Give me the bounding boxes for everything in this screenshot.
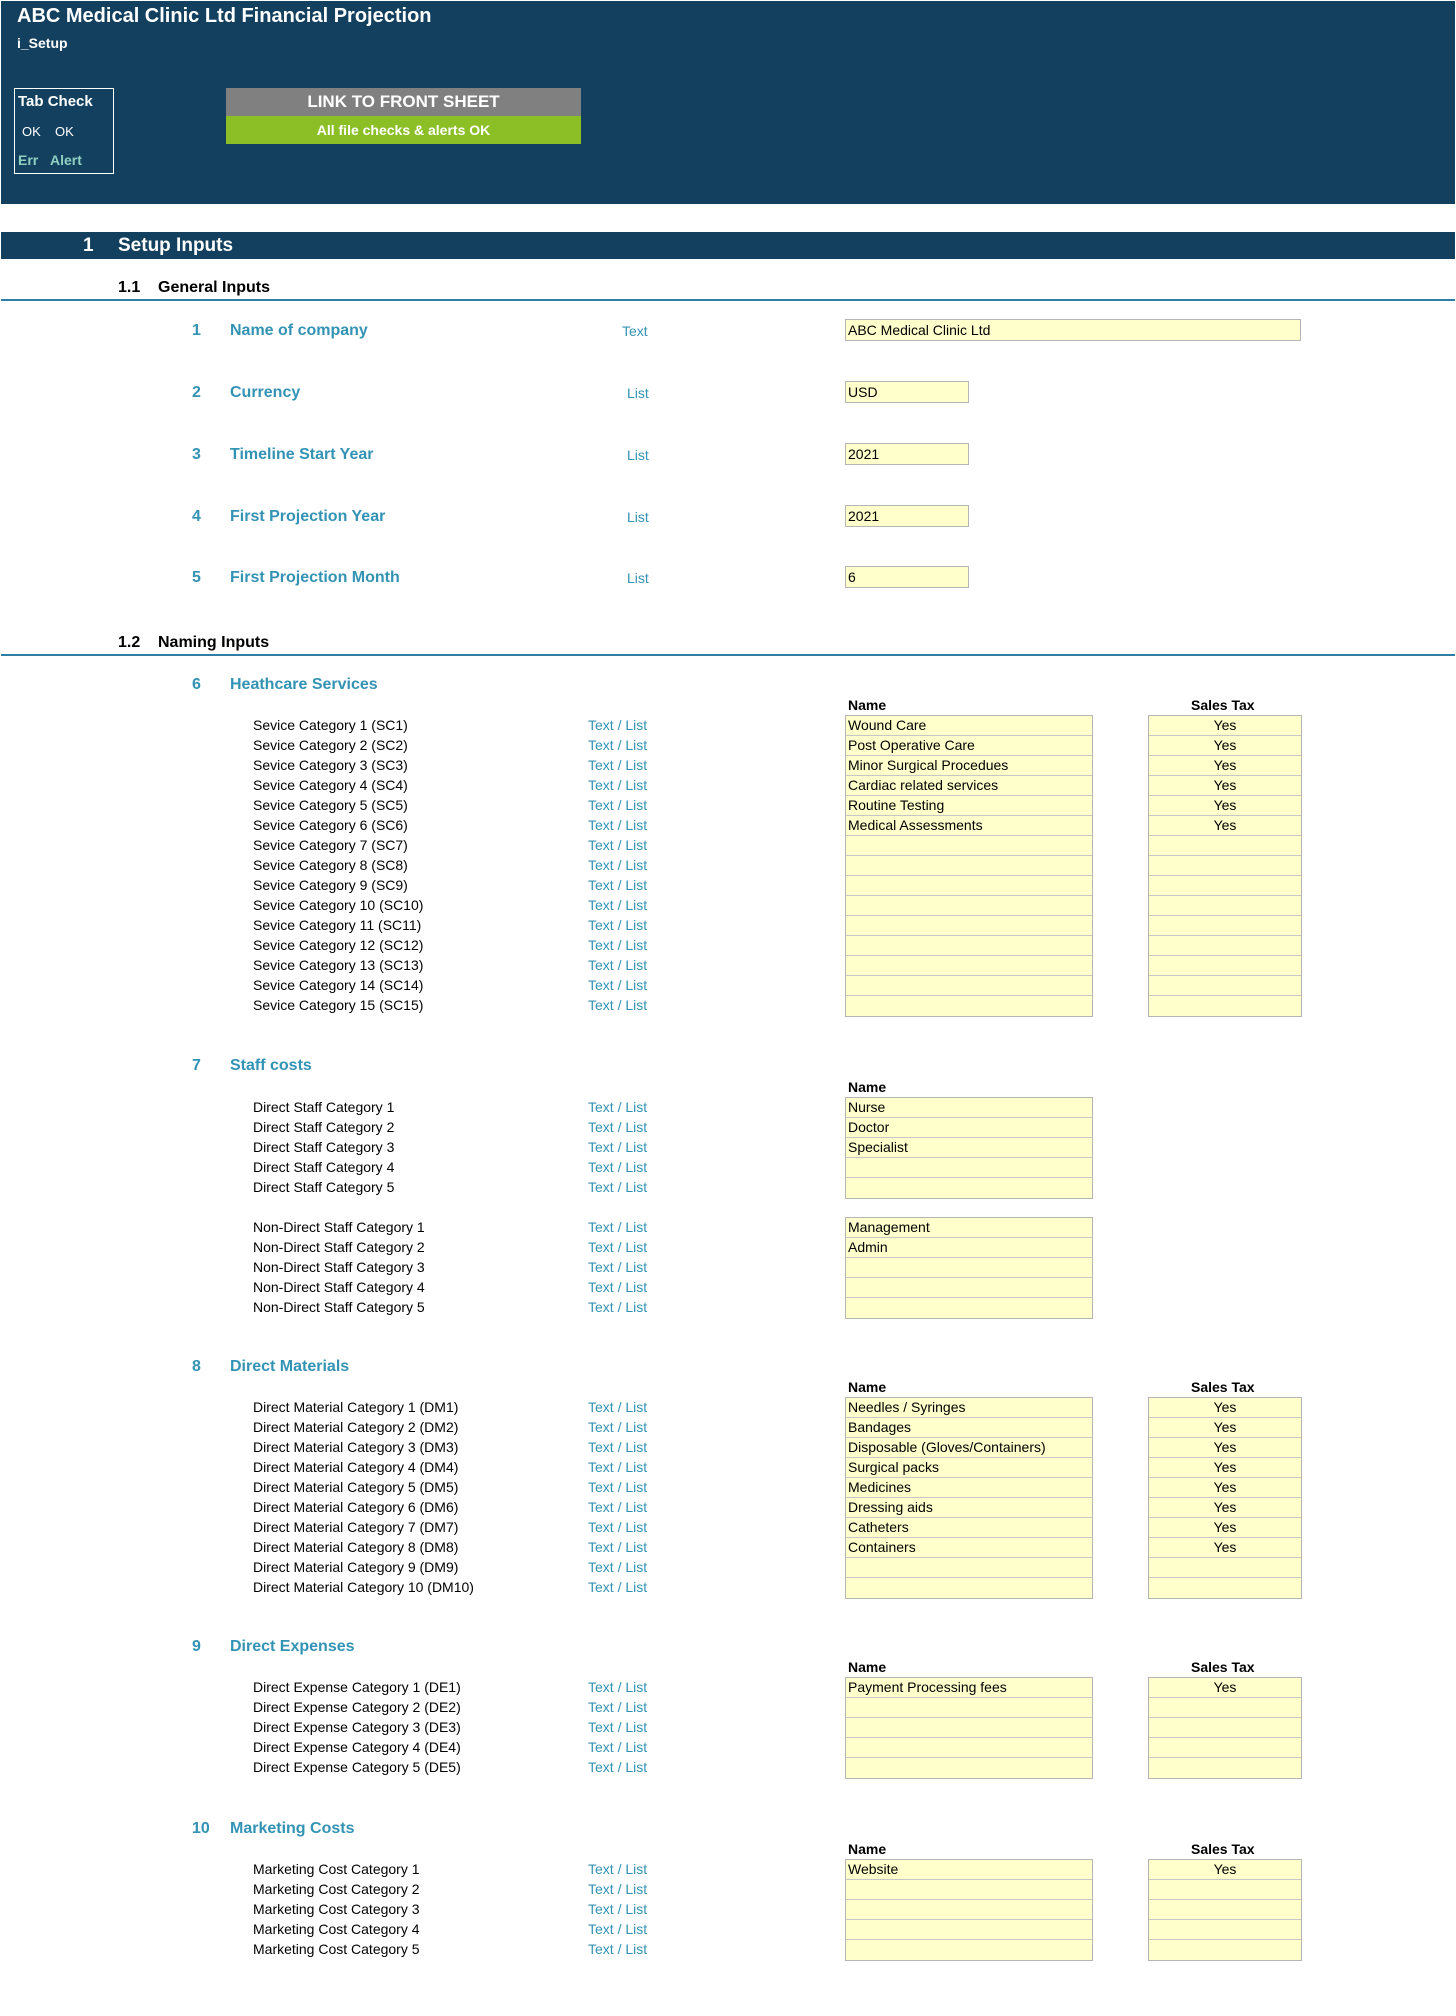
link-to-front-sheet-button[interactable]: LINK TO FRONT SHEET — [226, 88, 581, 116]
direct-material-row-label: Direct Material Category 2 (DM2) — [253, 1419, 459, 1435]
first-projection-month-field[interactable]: 6 — [845, 566, 969, 588]
non-direct-staff-name-cell[interactable] — [846, 1278, 1092, 1298]
input-type: Text / List — [588, 1399, 648, 1415]
direct-expense-sales-tax-cell[interactable] — [1149, 1698, 1301, 1718]
marketing-cost-row-label: Marketing Cost Category 4 — [253, 1921, 420, 1937]
col-head-sales-tax: Sales Tax — [1191, 697, 1255, 713]
divider — [1, 654, 1455, 656]
item-label: Marketing Costs — [230, 1820, 355, 1837]
direct-material-row-label: Direct Material Category 7 (DM7) — [253, 1519, 459, 1535]
service-sales-tax-cell[interactable] — [1149, 916, 1301, 936]
marketing-cost-name-column — [845, 1859, 1093, 1961]
marketing-cost-name-cell[interactable] — [846, 1900, 1092, 1920]
direct-material-row-label: Direct Material Category 3 (DM3) — [253, 1439, 459, 1455]
item-number: 1 — [192, 322, 201, 339]
direct-staff-name-cell[interactable]: Nurse — [846, 1098, 1092, 1118]
input-type: Text / List — [588, 1239, 648, 1255]
service-sales-tax-cell[interactable]: Yes — [1149, 776, 1301, 796]
service-row-label: Sevice Category 6 (SC6) — [253, 817, 408, 833]
input-type: Text / List — [588, 1579, 648, 1595]
input-type: Text / List — [588, 737, 648, 753]
service-sales-tax-cell[interactable] — [1149, 956, 1301, 976]
input-type: Text / List — [588, 1419, 648, 1435]
input-type: Text / List — [588, 797, 648, 813]
service-sales-tax-cell[interactable]: Yes — [1149, 796, 1301, 816]
non-direct-staff-row-label: Non-Direct Staff Category 5 — [253, 1299, 425, 1315]
input-type: Text / List — [588, 1139, 648, 1155]
input-type: Text / List — [588, 1299, 648, 1315]
input-type: Text / List — [588, 1901, 648, 1917]
section-title: Setup Inputs — [118, 235, 234, 256]
col-head-sales-tax: Sales Tax — [1191, 1659, 1255, 1675]
marketing-cost-row-label: Marketing Cost Category 5 — [253, 1941, 420, 1957]
col-head-sales-tax: Sales Tax — [1191, 1841, 1255, 1857]
non-direct-staff-name-column — [845, 1217, 1093, 1319]
direct-material-row-label: Direct Material Category 10 (DM10) — [253, 1579, 474, 1595]
direct-material-name-cell[interactable]: Needles / Syringes — [846, 1398, 1092, 1418]
marketing-cost-sales-tax-cell[interactable] — [1149, 1920, 1301, 1940]
section-header — [1, 232, 1455, 259]
direct-expense-sales-tax-cell[interactable]: Yes — [1149, 1678, 1301, 1698]
direct-staff-name-cell[interactable]: Doctor — [846, 1118, 1092, 1138]
input-type: Text / List — [588, 1179, 648, 1195]
input-type: Text / List — [588, 977, 648, 993]
direct-staff-name-cell[interactable] — [846, 1158, 1092, 1178]
tab-check-title: Tab Check — [18, 93, 93, 110]
input-type: Text / List — [588, 1219, 648, 1235]
service-row-label: Sevice Category 11 (SC11) — [253, 917, 422, 933]
direct-expense-name-column — [845, 1677, 1093, 1779]
input-type: Text / List — [588, 1539, 648, 1555]
input-type: Text / List — [588, 1881, 648, 1897]
service-name-cell[interactable] — [846, 956, 1092, 976]
sheet-name: i_Setup — [17, 35, 68, 51]
item-number: 4 — [192, 508, 201, 525]
input-type: List — [627, 385, 649, 401]
input-type: Text / List — [588, 1861, 648, 1877]
service-sales-tax-column — [1148, 715, 1302, 1017]
input-type: Text / List — [588, 857, 648, 873]
service-sales-tax-cell[interactable] — [1149, 856, 1301, 876]
direct-expense-row-label: Direct Expense Category 1 (DE1) — [253, 1679, 461, 1695]
direct-material-name-cell[interactable]: Dressing aids — [846, 1498, 1092, 1518]
service-row-label: Sevice Category 7 (SC7) — [253, 837, 408, 853]
item-number: 7 — [192, 1057, 201, 1074]
subsection-naming-inputs — [118, 634, 270, 652]
service-name-cell[interactable]: Post Operative Care — [846, 736, 1092, 756]
direct-staff-name-cell[interactable] — [846, 1178, 1092, 1198]
service-sales-tax-cell[interactable] — [1149, 996, 1301, 1016]
direct-material-name-cell[interactable] — [846, 1558, 1092, 1578]
non-direct-staff-row-label: Non-Direct Staff Category 4 — [253, 1279, 425, 1295]
direct-material-sales-tax-cell[interactable]: Yes — [1149, 1518, 1301, 1538]
item-number: 2 — [192, 384, 201, 401]
input-type: List — [627, 570, 649, 586]
service-name-cell[interactable]: Wound Care — [846, 716, 1092, 736]
direct-material-sales-tax-cell[interactable]: Yes — [1149, 1538, 1301, 1558]
item-number: 3 — [192, 446, 201, 463]
direct-expense-row-label: Direct Expense Category 4 (DE4) — [253, 1739, 461, 1755]
workbook-title: ABC Medical Clinic Ltd Financial Projection — [17, 5, 432, 27]
direct-material-name-cell[interactable]: Bandages — [846, 1418, 1092, 1438]
col-head-name: Name — [848, 1379, 887, 1395]
col-head-name: Name — [848, 1079, 887, 1095]
input-type: Text / List — [588, 1499, 648, 1515]
direct-material-name-cell[interactable]: Medicines — [846, 1478, 1092, 1498]
direct-material-sales-tax-cell[interactable]: Yes — [1149, 1478, 1301, 1498]
direct-staff-row-label: Direct Staff Category 4 — [253, 1159, 395, 1175]
item-number: 5 — [192, 569, 201, 586]
marketing-cost-name-cell[interactable]: Website — [846, 1860, 1092, 1880]
input-type: Text / List — [588, 837, 648, 853]
service-name-cell[interactable]: Medical Assessments — [846, 816, 1092, 836]
non-direct-staff-row-label: Non-Direct Staff Category 2 — [253, 1239, 425, 1255]
marketing-cost-name-cell[interactable] — [846, 1920, 1092, 1940]
non-direct-staff-name-cell[interactable] — [846, 1258, 1092, 1278]
marketing-cost-sales-tax-column — [1148, 1859, 1302, 1961]
item-label: Heathcare Services — [230, 676, 378, 693]
input-type: Text / List — [588, 1739, 648, 1755]
non-direct-staff-row-label: Non-Direct Staff Category 1 — [253, 1219, 425, 1235]
non-direct-staff-name-cell[interactable]: Admin — [846, 1238, 1092, 1258]
currency-field[interactable]: USD — [845, 381, 969, 403]
service-row-label: Sevice Category 13 (SC13) — [253, 957, 424, 973]
item-label: First Projection Year — [230, 508, 386, 525]
service-sales-tax-cell[interactable]: Yes — [1149, 736, 1301, 756]
marketing-cost-row-label: Marketing Cost Category 2 — [253, 1881, 420, 1897]
direct-material-sales-tax-cell[interactable] — [1149, 1578, 1301, 1598]
service-row-label: Sevice Category 15 (SC15) — [253, 997, 424, 1013]
input-type: Text / List — [588, 1459, 648, 1475]
direct-expense-sales-tax-cell[interactable] — [1149, 1718, 1301, 1738]
direct-material-name-cell[interactable]: Disposable (Gloves/Containers) — [846, 1438, 1092, 1458]
direct-expense-row-label: Direct Expense Category 3 (DE3) — [253, 1719, 461, 1735]
item-label: Direct Expenses — [230, 1638, 355, 1655]
input-type: Text / List — [588, 1679, 648, 1695]
subsection-title: Naming Inputs — [158, 634, 270, 651]
direct-material-name-column — [845, 1397, 1093, 1599]
input-type: Text / List — [588, 917, 648, 933]
input-type: Text / List — [588, 1119, 648, 1135]
marketing-cost-row-label: Marketing Cost Category 3 — [253, 1901, 420, 1917]
tab-check-panel — [14, 88, 114, 174]
divider — [1, 299, 1455, 301]
input-type: Text / List — [588, 757, 648, 773]
item-label: First Projection Month — [230, 569, 400, 586]
item-number: 6 — [192, 676, 201, 693]
marketing-cost-name-cell[interactable] — [846, 1940, 1092, 1960]
direct-material-name-cell[interactable]: Surgical packs — [846, 1458, 1092, 1478]
direct-material-row-label: Direct Material Category 5 (DM5) — [253, 1479, 459, 1495]
timeline-start-year-field[interactable]: 2021 — [845, 443, 969, 465]
service-sales-tax-cell[interactable]: Yes — [1149, 816, 1301, 836]
non-direct-staff-name-cell[interactable] — [846, 1298, 1092, 1318]
subsection-number: 1.2 — [118, 634, 141, 651]
service-sales-tax-cell[interactable] — [1149, 936, 1301, 956]
marketing-cost-sales-tax-cell[interactable]: Yes — [1149, 1860, 1301, 1880]
direct-material-name-cell[interactable] — [846, 1578, 1092, 1598]
direct-expense-name-cell[interactable]: Payment Processing fees — [846, 1678, 1092, 1698]
item-label: Direct Materials — [230, 1358, 350, 1375]
col-head-name: Name — [848, 1841, 887, 1857]
service-row-label: Sevice Category 1 (SC1) — [253, 717, 408, 733]
direct-material-row-label: Direct Material Category 6 (DM6) — [253, 1499, 459, 1515]
direct-material-row-label: Direct Material Category 4 (DM4) — [253, 1459, 459, 1475]
subsection-general-inputs — [118, 279, 271, 297]
direct-expense-sales-tax-cell[interactable] — [1149, 1758, 1301, 1778]
input-type: Text — [622, 323, 648, 339]
direct-material-sales-tax-column — [1148, 1397, 1302, 1599]
company-name-field[interactable]: ABC Medical Clinic Ltd — [845, 319, 1301, 341]
service-name-cell[interactable] — [846, 976, 1092, 996]
direct-material-name-cell[interactable]: Containers — [846, 1538, 1092, 1558]
input-type: Text / List — [588, 777, 648, 793]
direct-material-sales-tax-cell[interactable]: Yes — [1149, 1398, 1301, 1418]
direct-staff-row-label: Direct Staff Category 2 — [253, 1119, 395, 1135]
direct-staff-row-label: Direct Staff Category 5 — [253, 1179, 395, 1195]
item-number: 10 — [192, 1820, 210, 1837]
direct-expense-sales-tax-column — [1148, 1677, 1302, 1779]
direct-material-name-cell[interactable]: Catheters — [846, 1518, 1092, 1538]
item-label: Name of company — [230, 322, 368, 339]
service-name-cell[interactable] — [846, 916, 1092, 936]
input-type: List — [627, 447, 649, 463]
service-row-label: Sevice Category 14 (SC14) — [253, 977, 424, 993]
item-label: Currency — [230, 384, 301, 401]
input-type: Text / List — [588, 1941, 648, 1957]
non-direct-staff-name-cell[interactable]: Management — [846, 1218, 1092, 1238]
col-head-sales-tax: Sales Tax — [1191, 1379, 1255, 1395]
service-sales-tax-cell[interactable]: Yes — [1149, 756, 1301, 776]
service-name-cell[interactable]: Minor Surgical Procedues — [846, 756, 1092, 776]
subsection-number: 1.1 — [118, 279, 141, 296]
service-name-column — [845, 715, 1093, 1017]
section-number: 1 — [83, 235, 94, 256]
direct-material-sales-tax-cell[interactable]: Yes — [1149, 1418, 1301, 1438]
service-name-cell[interactable] — [846, 896, 1092, 916]
input-type: Text / List — [588, 897, 648, 913]
input-type: Text / List — [588, 1159, 648, 1175]
service-sales-tax-cell[interactable]: Yes — [1149, 716, 1301, 736]
input-type: Text / List — [588, 957, 648, 973]
tab-check-err: Err — [18, 152, 39, 168]
direct-material-row-label: Direct Material Category 1 (DM1) — [253, 1399, 459, 1415]
service-sales-tax-cell[interactable] — [1149, 876, 1301, 896]
service-name-cell[interactable]: Routine Testing — [846, 796, 1092, 816]
input-type: Text / List — [588, 717, 648, 733]
marketing-cost-name-cell[interactable] — [846, 1880, 1092, 1900]
service-row-label: Sevice Category 8 (SC8) — [253, 857, 408, 873]
input-type: Text / List — [588, 997, 648, 1013]
item-label: Staff costs — [230, 1057, 312, 1074]
service-row-label: Sevice Category 3 (SC3) — [253, 757, 408, 773]
direct-expense-name-cell[interactable] — [846, 1758, 1092, 1778]
header-banner — [1, 1, 1455, 204]
direct-staff-name-column — [845, 1097, 1093, 1199]
tab-check-alert: Alert — [50, 152, 82, 168]
input-type: Text / List — [588, 1259, 648, 1275]
service-row-label: Sevice Category 12 (SC12) — [253, 937, 424, 953]
service-row-label: Sevice Category 9 (SC9) — [253, 877, 408, 893]
service-row-label: Sevice Category 10 (SC10) — [253, 897, 424, 913]
input-type: Text / List — [588, 817, 648, 833]
marketing-cost-sales-tax-cell[interactable] — [1149, 1900, 1301, 1920]
tab-check-ok-1: OK — [22, 124, 41, 139]
col-head-name: Name — [848, 1659, 887, 1675]
service-name-cell[interactable] — [846, 936, 1092, 956]
direct-staff-row-label: Direct Staff Category 1 — [253, 1099, 395, 1115]
direct-staff-name-cell[interactable]: Specialist — [846, 1138, 1092, 1158]
service-row-label: Sevice Category 4 (SC4) — [253, 777, 408, 793]
file-check-status: All file checks & alerts OK — [226, 116, 581, 144]
input-type: Text / List — [588, 1699, 648, 1715]
direct-staff-row-label: Direct Staff Category 3 — [253, 1139, 395, 1155]
subsection-title: General Inputs — [158, 279, 271, 296]
service-sales-tax-cell[interactable] — [1149, 976, 1301, 996]
input-type: Text / List — [588, 937, 648, 953]
input-type: Text / List — [588, 1279, 648, 1295]
input-type: Text / List — [588, 1719, 648, 1735]
service-sales-tax-cell[interactable] — [1149, 896, 1301, 916]
input-type: Text / List — [588, 1479, 648, 1495]
marketing-cost-sales-tax-cell[interactable] — [1149, 1880, 1301, 1900]
direct-expense-row-label: Direct Expense Category 5 (DE5) — [253, 1759, 461, 1775]
input-type: Text / List — [588, 1559, 648, 1575]
input-type: Text / List — [588, 877, 648, 893]
direct-expense-sales-tax-cell[interactable] — [1149, 1738, 1301, 1758]
input-type: Text / List — [588, 1099, 648, 1115]
input-type: Text / List — [588, 1519, 648, 1535]
input-type: List — [627, 509, 649, 525]
marketing-cost-sales-tax-cell[interactable] — [1149, 1940, 1301, 1960]
first-projection-year-field[interactable]: 2021 — [845, 505, 969, 527]
service-row-label: Sevice Category 5 (SC5) — [253, 797, 408, 813]
col-head-name: Name — [848, 697, 887, 713]
item-number: 8 — [192, 1358, 201, 1375]
direct-material-row-label: Direct Material Category 8 (DM8) — [253, 1539, 459, 1555]
tab-check-ok-2: OK — [55, 124, 74, 139]
direct-material-sales-tax-cell[interactable]: Yes — [1149, 1438, 1301, 1458]
direct-expense-name-cell[interactable] — [846, 1718, 1092, 1738]
direct-material-sales-tax-cell[interactable] — [1149, 1558, 1301, 1578]
input-type: Text / List — [588, 1921, 648, 1937]
direct-material-row-label: Direct Material Category 9 (DM9) — [253, 1559, 459, 1575]
service-name-cell[interactable] — [846, 876, 1092, 896]
service-name-cell[interactable]: Cardiac related services — [846, 776, 1092, 796]
service-name-cell[interactable] — [846, 996, 1092, 1016]
input-type: Text / List — [588, 1439, 648, 1455]
service-name-cell[interactable] — [846, 836, 1092, 856]
direct-material-sales-tax-cell[interactable]: Yes — [1149, 1458, 1301, 1478]
direct-expense-name-cell[interactable] — [846, 1698, 1092, 1718]
direct-material-sales-tax-cell[interactable]: Yes — [1149, 1498, 1301, 1518]
service-row-label: Sevice Category 2 (SC2) — [253, 737, 408, 753]
non-direct-staff-row-label: Non-Direct Staff Category 3 — [253, 1259, 425, 1275]
direct-expense-name-cell[interactable] — [846, 1738, 1092, 1758]
item-number: 9 — [192, 1638, 201, 1655]
item-label: Timeline Start Year — [230, 446, 374, 463]
service-sales-tax-cell[interactable] — [1149, 836, 1301, 856]
service-name-cell[interactable] — [846, 856, 1092, 876]
input-type: Text / List — [588, 1759, 648, 1775]
direct-expense-row-label: Direct Expense Category 2 (DE2) — [253, 1699, 461, 1715]
marketing-cost-row-label: Marketing Cost Category 1 — [253, 1861, 420, 1877]
